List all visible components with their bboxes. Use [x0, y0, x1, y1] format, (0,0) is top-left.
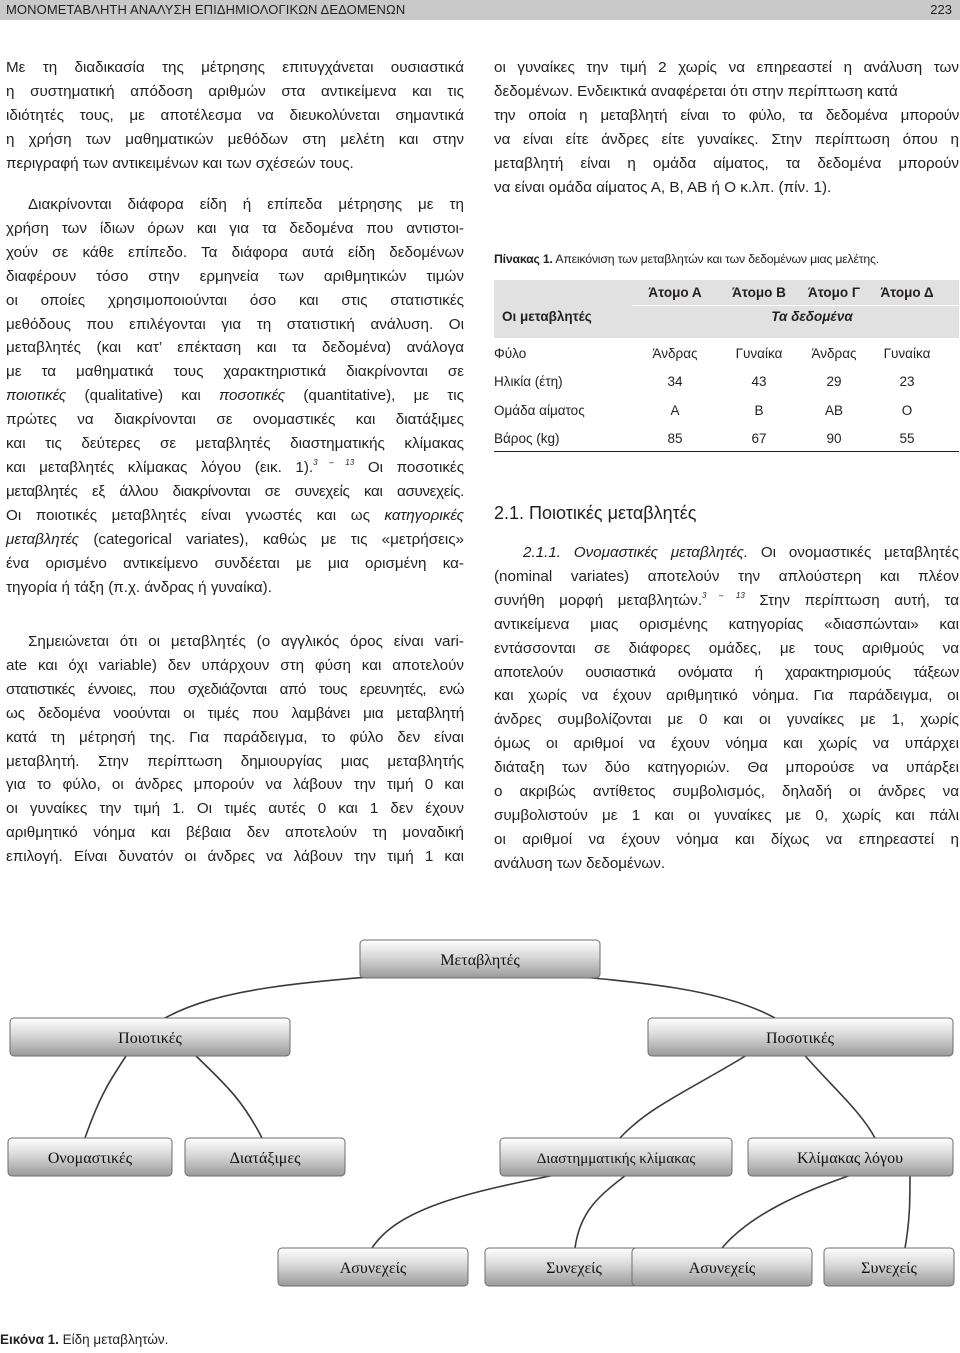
data-header: Τα δεδομένα — [771, 309, 853, 324]
table-cell: 55 — [899, 431, 915, 446]
text-line: να είναι είτε άνδρες είτε γυναίκες. Στην περίπτωση όπου η — [494, 130, 959, 148]
text-line: οι οποίες χρησιμοποιούνται όσο και στις στατιστικές — [6, 291, 464, 309]
text-line: αντικείμενα μιας ορισμένης κατηγορίας «διασπώνται» και — [494, 615, 959, 633]
text-line: οι γυναίκες την τιμή 1. Οι τιμές αυτές 0 και 1 δεν έχουν — [6, 800, 464, 818]
column-header-person-b: Άτομο Β — [732, 285, 786, 300]
table-cell: Α — [670, 403, 680, 418]
node-continuous-1-label: Συνεχείς — [546, 1260, 602, 1277]
text-line: ένα ορισμένο αντικείμενο συνδέεται με μια ορισμένη κα- — [6, 554, 464, 572]
text-line: μεταβλητές εξ άλλου διακρίνονται σε συνεχείς και ασυνεχείς. — [6, 482, 464, 500]
connector-qualitative-nominal — [85, 1050, 130, 1138]
node-interval-label: Διαστημματικής κλίμακας — [536, 1151, 696, 1167]
text-line: (nominal variates) αποτελούν την απλούστερη και πλέον — [494, 567, 959, 585]
node-ordinal-label: Διατάξιμες — [229, 1150, 301, 1167]
text-line: οι γυναίκες την τιμή 2 χωρίς να επηρεαστεί η ανάλυση των — [494, 59, 959, 76]
text-run: (categorical variates), καθώς με τις «μετρήσεις» — [79, 530, 464, 548]
header-divider — [632, 305, 959, 306]
text-line: κατά τη μέτρησή της. Για παράδειγμα, το φύλο δεν είναι — [6, 728, 464, 746]
table-cell: 34 — [667, 374, 683, 389]
table-cell: Β — [754, 403, 764, 418]
connector-interval-continuous — [575, 1172, 630, 1248]
text-line — [494, 589, 959, 613]
node-ratio-label: Κλίμακας λόγου — [797, 1150, 903, 1167]
variables-header: Οι μεταβλητές — [502, 309, 592, 324]
text-line: χρήση των ίδιων όρων και για τα δεδομένα που αντιστοι- — [6, 219, 464, 237]
text-line: όμως οι αριθμοί να έχουν νόημα και χωρίς να υπάρχει — [494, 735, 959, 753]
node-discrete-2-label: Ασυνεχείς — [688, 1260, 756, 1277]
column-header-person-d: Άτομο Δ — [880, 285, 934, 300]
text-line: η συστηματική απόδοση αριθμών στα αντικείμενα και τις — [6, 82, 464, 100]
connectors — [85, 972, 910, 1248]
text-line: επιλογή. Είναι δυνατόν οι άνδρες να λάβουν την τιμή 1 και — [6, 848, 464, 866]
text-line: εντάσσονται σε διάφορες ομάδες, με τους αριθμούς να — [494, 639, 959, 657]
page-number: 223 — [930, 2, 952, 17]
text-line: η χρήση των μαθηματικών μεθόδων στη μελέτη και στην — [6, 130, 464, 148]
figure-caption — [0, 1332, 168, 1347]
text-line — [6, 456, 464, 480]
table-cell: Άνδρας — [811, 346, 857, 361]
left-paragraph-2 — [6, 193, 464, 599]
text-run: Στην περίπτωση αυτή, τα — [744, 591, 959, 609]
figure-caption-text: Είδη μεταβλητών. — [58, 1332, 169, 1347]
running-header — [0, 0, 960, 20]
column-header-person-c: Άτομο Γ — [807, 285, 861, 300]
right-paragraph-1 — [494, 56, 959, 199]
term-qualitative: ποιοτικές — [6, 387, 67, 405]
text-line: διαφέρουν τόσο στην ερμηνεία των αριθμητικών τιμών — [6, 267, 464, 285]
node-root-label: Μεταβλητές — [440, 952, 520, 969]
node-qualitative-label: Ποιοτικές — [118, 1030, 182, 1047]
text-line: και χωρίς να έχουν αριθμητικό νόημα. Για παράδειγμα, οι — [494, 687, 959, 705]
node-interval — [500, 1138, 732, 1176]
text-line: στατιστικές έννοιες, που σχεδιάζονται από τους ερευνητές, ενώ — [6, 680, 464, 698]
text-line: Διακρίνονται διάφορα είδη ή επίπεδα μέτρησης με τη — [28, 196, 464, 213]
table-cell: 43 — [751, 374, 767, 389]
variable-types-diagram — [0, 930, 960, 1328]
text-line: Σημειώνεται ότι οι μεταβλητές (ο αγγλικός όρος είναι vari- — [28, 633, 464, 650]
text-line: μεταβλητές (και κατ’ επέκταση και τα δεδομένα) ανάλογα — [6, 339, 464, 357]
table-caption — [494, 252, 879, 266]
text-line: πρώτες να διακρίνονται σε ονομαστικές και διατάξιμες — [6, 411, 464, 429]
node-continuous-2 — [824, 1248, 954, 1286]
subsection-title: 2.1.1. Ονομαστικές μεταβλητές. — [523, 544, 749, 561]
text-line: και τις δεύτερες σε μεταβλητές διαστηματικής κλίμακας — [6, 435, 464, 453]
table-header — [494, 280, 959, 338]
text-run: Οι ποσοτικές — [354, 458, 465, 476]
connector-ratio-continuous — [905, 1172, 910, 1248]
left-paragraph-3 — [6, 630, 464, 869]
table-bottom-rule — [494, 451, 959, 452]
text-line: άνδρες συμβολίζονται με 0 και οι γυναίκες με 1, χωρίς — [494, 711, 959, 729]
text-line — [6, 528, 464, 552]
term-variates: μεταβλητές — [6, 530, 80, 548]
text-line: δεδομένων. Ενδεικτικά αναφέρεται ότι στην περίπτωση κατά — [494, 82, 898, 100]
citation-superscript: 3 – 13 — [313, 457, 355, 467]
node-quantitative-label: Ποσοτικές — [765, 1030, 835, 1047]
row-label: Βάρος (kg) — [494, 431, 560, 446]
node-nominal — [8, 1138, 172, 1176]
text-run: και μεταβλητές κλίμακας λόγου (εικ. 1). — [6, 458, 314, 476]
text-line: περιγραφή των αντικειμένων και των σχέσεών τους. — [6, 154, 354, 172]
text-run: συνήθη μορφή μεταβλητών. — [494, 591, 703, 609]
table-row — [494, 431, 959, 459]
left-paragraph-1 — [6, 56, 464, 176]
table-cell: Γυναίκα — [735, 346, 783, 361]
text-line: ως δεδομένα νοούνται οι τιμές που λαμβάνει μια μεταβλητή — [6, 704, 464, 722]
node-discrete-1 — [278, 1248, 468, 1286]
node-discrete-2 — [632, 1248, 812, 1286]
node-continuous-2-label: Συνεχείς — [861, 1260, 917, 1277]
text-run: Οι ονομαστικές μεταβλητές — [748, 544, 959, 561]
table-cell: 29 — [826, 374, 842, 389]
row-label: Ομάδα αίματος — [494, 403, 585, 418]
table-cell: Άνδρας — [652, 346, 698, 361]
text-line: οι αριθμοί να έχουν νόημα και δίχως να επηρεαστεί η — [494, 830, 959, 848]
node-ordinal — [185, 1138, 345, 1176]
table-cell: 85 — [667, 431, 683, 446]
right-paragraph-2 — [494, 541, 959, 876]
text-line: Με τη διαδικασία της μέτρησης επιτυγχάνεται ουσιαστικά — [6, 59, 464, 76]
text-line — [6, 504, 464, 528]
figure-caption-label: Εικόνα 1. — [0, 1332, 59, 1347]
text-line: για το φύλο, οι άνδρες μπορούν να λάβουν την τιμή 0 και — [6, 776, 464, 794]
text-line: να είναι ομάδα αίματος Α, Β, ΑΒ ή Ο κ.λπ. (πίν. 1). — [494, 178, 832, 196]
node-qualitative — [10, 1018, 290, 1056]
text-line: μεταβλητή είναι η ομάδα αίματος, τα δεδομένα μπορούν — [494, 154, 959, 172]
table-cell: 67 — [751, 431, 767, 446]
row-label: Φύλο — [494, 346, 527, 361]
table-cell: 90 — [826, 431, 842, 446]
table-row — [494, 346, 959, 374]
table-cell: ΑΒ — [824, 403, 843, 418]
term-categorical: κατηγορικές — [384, 506, 464, 524]
text-run: (quantitative), με τις — [285, 387, 464, 405]
text-line: αριθμητικό νόημα και βέβαια δεν αποτελούν τη μοναδική — [6, 824, 464, 842]
connector-quantitative-interval — [620, 1050, 755, 1138]
node-nominal-label: Ονομαστικές — [47, 1150, 133, 1167]
node-discrete-1-label: Ασυνεχείς — [339, 1260, 407, 1277]
connector-interval-discrete — [372, 1172, 570, 1248]
running-title: ΜΟΝΟΜΕΤΑΒΛΗΤΗ ΑΝΑΛΥΣΗ ΕΠΙΔΗΜΙΟΛΟΓΙΚΩΝ ΔΕΔΟΜΕΝΩΝ — [6, 2, 406, 17]
text-line: συμβολιστούν με 1 και οι γυναίκες με 0, χωρίς και πάλι — [494, 806, 959, 824]
text-line: ιδιότητές τους, με αποτέλεσμα να διευκολύνεται σημαντικά — [6, 106, 464, 124]
text-line: με τα μαθηματικά τους χαρακτηριστικά διακρίνονται σε — [6, 363, 464, 381]
table-cell: 23 — [899, 374, 915, 389]
text-line — [6, 384, 464, 408]
connector-quantitative-ratio — [800, 1050, 875, 1138]
text-line: ο ακριβώς αντίθετος συμβολισμός, δηλαδή οι άνδρες να — [494, 783, 959, 801]
table-caption-label: Πίνακας 1. — [494, 252, 553, 266]
table-cell: Γυναίκα — [883, 346, 931, 361]
text-line: μεταβλητή. Στην περίπτωση δημιουργίας μιας μεταβλητής — [6, 752, 464, 770]
node-root — [360, 940, 600, 978]
text-line: ανάλυση των δεδομένων. — [494, 854, 666, 872]
connector-qualitative-ordinal — [190, 1050, 262, 1138]
column-header-person-a: Άτομο Α — [648, 285, 702, 300]
text-line: τηγορία ή τάξη (π.χ. άνδρας ή γυναίκα). — [6, 578, 272, 596]
table-caption-text: Απεικόνιση των μεταβλητών και των δεδομένων μιας μελέτης. — [552, 252, 880, 266]
citation-superscript: 3 – 13 — [702, 590, 745, 600]
row-label: Ηλικία (έτη) — [494, 374, 563, 389]
term-quantitative: ποσοτικές — [219, 387, 286, 405]
text-line: ate και όχι variable) δεν υπάρχουν στη φύση και αποτελούν — [6, 656, 464, 674]
text-line — [494, 541, 959, 565]
text-run: Οι ποιοτικές μεταβλητές είναι γνωστές και ως — [6, 506, 385, 524]
table-row — [494, 374, 959, 402]
text-line: χούν σε κάθε επίπεδο. Τα διάφορα αυτά είδη δεδομένων — [6, 243, 464, 261]
text-line: αποτελούν ουσιαστικά ονόματα ή χαρακτηρισμούς τάξεων — [494, 663, 959, 681]
node-ratio — [748, 1138, 953, 1176]
node-quantitative — [648, 1018, 953, 1056]
text-line: την οποία η μεταβλητή είναι το φύλο, τα δεδομένα μπορούν — [494, 106, 959, 124]
table-cell: Ο — [901, 403, 913, 418]
connector-ratio-discrete — [722, 1172, 860, 1248]
table-row — [494, 403, 959, 431]
connector-root-qualitative — [165, 972, 434, 1018]
section-heading: 2.1. Ποιοτικές μεταβλητές — [494, 503, 697, 523]
text-run: (qualitative) και — [66, 387, 220, 405]
connector-root-quantitative — [526, 972, 775, 1018]
text-line: μεθόδους που επιλέγονται για τη στατιστική ανάλυση. Οι — [6, 315, 464, 333]
text-line: διάταξη των δύο κατηγοριών. Θα μπορούσε να υπάρξει — [494, 759, 959, 777]
